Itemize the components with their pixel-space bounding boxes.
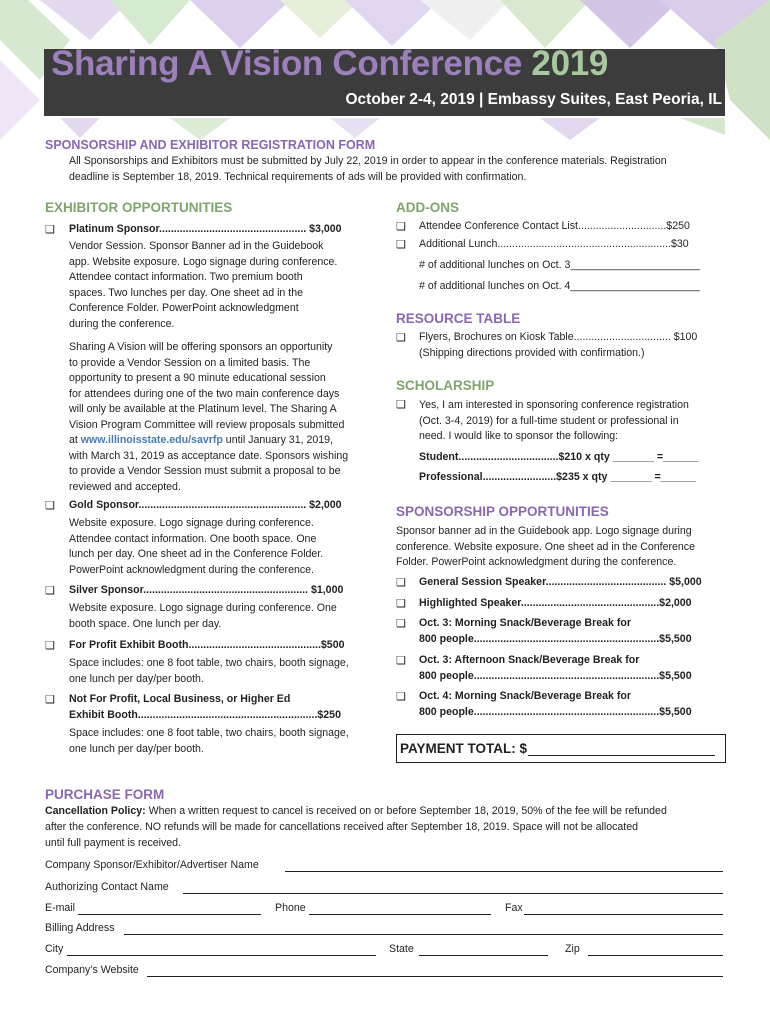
- highlighted-speaker-checkbox[interactable]: ❑: [396, 598, 406, 610]
- silver-checkbox[interactable]: ❑: [45, 585, 55, 597]
- contact-list-checkbox[interactable]: ❑: [396, 221, 406, 233]
- oct3-morning-checkbox[interactable]: ❑: [396, 618, 406, 630]
- city-label: City: [45, 943, 64, 955]
- zip-field[interactable]: [588, 955, 723, 956]
- billing-address-label: Billing Address: [45, 922, 115, 934]
- student-qty-field[interactable]: Student..................................$210 x qty _______ =______: [419, 451, 699, 463]
- resource-table-heading: RESOURCE TABLE: [396, 311, 521, 326]
- city-field[interactable]: [67, 955, 376, 956]
- contact-list-label: Attendee Conference Contact List..............................$250: [419, 220, 690, 232]
- sponsorship-description: Sponsor banner ad in the Guidebook app. Logo signage during conference. Website exposure. One sheet ad in the Conference Folder. PowerPoint acknowledgment during the conference.: [396, 525, 695, 568]
- website-label: Company’s Website: [45, 964, 139, 976]
- scholarship-description: Yes, I am interested in sponsoring conference registration (Oct. 3-4, 2019) for a full-time student or professional in need. I would like to sponsor the following:: [419, 399, 689, 442]
- lunches-oct3-field[interactable]: # of additional lunches on Oct. 3______________________: [419, 259, 700, 271]
- payment-total-field[interactable]: [528, 755, 715, 756]
- email-field[interactable]: [78, 914, 261, 915]
- resource-table-label: Flyers, Brochures on Kiosk Table................................. $100: [419, 331, 698, 343]
- for-profit-description: Space includes: one 8 foot table, two chairs, booth signage, one lunch per day/per booth.: [69, 657, 349, 685]
- platinum-description: Vendor Session. Sponsor Banner ad in the Guidebook app. Website exposure. Logo signage during conference. Attendee contact information. Two premium booth spaces. Two lunches per day. One sheet ad in the Conference Folder. PowerPoint acknowledgment during the conference.: [69, 240, 338, 330]
- oct3-afternoon-checkbox[interactable]: ❑: [396, 655, 406, 667]
- conference-year: 2019: [531, 44, 609, 83]
- oct4-morning-label-line1: Oct. 4: Morning Snack/Beverage Break for: [419, 690, 631, 702]
- platinum-sponsor-label: Platinum Sponsor.................................................. $3,000: [69, 223, 342, 235]
- purchase-form-heading: PURCHASE FORM: [45, 787, 165, 802]
- fax-field[interactable]: [524, 914, 723, 915]
- gold-description: Website exposure. Logo signage during conference. Attendee contact information. One booth space. One lunch per day. One sheet ad in the Conference Folder. PowerPoint acknowledgment during the conference.: [69, 517, 324, 576]
- oct3-afternoon-label-line2: 800 people...............................................................$5,500: [419, 670, 692, 682]
- payment-total-label: PAYMENT TOTAL: $: [400, 741, 528, 756]
- exhibitor-heading: EXHIBITOR OPPORTUNITIES: [45, 200, 233, 215]
- scholarship-checkbox[interactable]: ❑: [396, 399, 406, 411]
- cancellation-policy-line2: after the conference. NO refunds will be made for cancellations received after September 18, 2019. Space will not be allocated: [45, 821, 638, 833]
- oct4-morning-checkbox[interactable]: ❑: [396, 691, 406, 703]
- phone-field[interactable]: [309, 914, 491, 915]
- oct3-morning-label-line1: Oct. 3: Morning Snack/Beverage Break for: [419, 617, 631, 629]
- vendor-session-description: Sharing A Vision will be offering sponsors an opportunity to provide a Vendor Session on a limited basis. The opportunity to present a 90 minute educational session for attendees during one of the two main conference days will only be available at the Platinum level. The Sharing A Vision Program Committee will review proposals submitted at www.illinoisstate.edu/savrfp until January 31, 2019, with March 31, 2019 as acceptance date. Sponsors wishing to provide a Vendor Session must submit a proposal to be reviewed and accepted.: [69, 341, 349, 493]
- sponsorship-heading: SPONSORSHIP OPPORTUNITIES: [396, 504, 609, 519]
- not-for-profit-label-line2: Exhibit Booth.............................................................$250: [69, 709, 341, 721]
- website-field[interactable]: [147, 976, 723, 977]
- resource-table-checkbox[interactable]: ❑: [396, 332, 406, 344]
- professional-qty-field[interactable]: Professional.........................$235 x qty _______ =______: [419, 471, 697, 483]
- resource-table-note: (Shipping directions provided with confirmation.): [419, 347, 645, 359]
- platinum-checkbox[interactable]: ❑: [45, 224, 55, 236]
- silver-sponsor-label: Silver Sponsor........................................................ $1,000: [69, 584, 344, 596]
- general-session-label: General Session Speaker......................................... $5,000: [419, 576, 702, 588]
- phone-label: Phone: [275, 902, 306, 914]
- silver-description: Website exposure. Logo signage during conference. One booth space. One lunch per day.: [69, 602, 337, 630]
- billing-address-field[interactable]: [124, 934, 723, 935]
- not-for-profit-description: Space includes: one 8 foot table, two chairs, booth signage, one lunch per day/per booth.: [69, 727, 349, 755]
- highlighted-speaker-label: Highlighted Speaker...............................................$2,000: [419, 597, 692, 609]
- not-for-profit-label-line1: Not For Profit, Local Business, or Higher Ed: [69, 693, 291, 705]
- oct4-morning-label-line2: 800 people...............................................................$5,500: [419, 706, 692, 718]
- for-profit-booth-label: For Profit Exhibit Booth.............................................$500: [69, 639, 345, 651]
- zip-label: Zip: [565, 943, 580, 955]
- oct3-morning-label-line2: 800 people...............................................................$5,500: [419, 633, 692, 645]
- company-name-field[interactable]: [285, 871, 723, 872]
- cancellation-policy-line3: until full payment is received.: [45, 837, 182, 849]
- fax-label: Fax: [505, 902, 523, 914]
- rfp-link[interactable]: www.illinoisstate.edu/savrfp: [80, 434, 223, 446]
- state-field[interactable]: [419, 955, 548, 956]
- oct3-afternoon-label-line1: Oct. 3: Afternoon Snack/Beverage Break for: [419, 654, 640, 666]
- cancellation-policy-line1: Cancellation Policy: When a written request to cancel is received on or before September 18, 2019, 50% of the fee will be refunded: [45, 805, 667, 817]
- additional-lunch-label: Additional Lunch...........................................................$30: [419, 238, 689, 250]
- conference-dates-location: October 2-4, 2019 | Embassy Suites, East Peoria, IL: [345, 91, 722, 108]
- contact-name-field[interactable]: [183, 893, 723, 894]
- intro-text-line1: All Sponsorships and Exhibitors must be submitted by July 22, 2019 in order to appear in the conference materials. Registration: [69, 155, 667, 167]
- gold-sponsor-label: Gold Sponsor......................................................... $2,000: [69, 499, 342, 511]
- not-for-profit-checkbox[interactable]: ❑: [45, 694, 55, 706]
- for-profit-checkbox[interactable]: ❑: [45, 640, 55, 652]
- intro-text-line2: deadline is September 18, 2019. Technical requirements of ads will be provided with confirmation.: [69, 171, 527, 183]
- state-label: State: [389, 943, 414, 955]
- form-heading: SPONSORSHIP AND EXHIBITOR REGISTRATION FORM: [45, 138, 376, 152]
- contact-name-label: Authorizing Contact Name: [45, 881, 169, 893]
- email-label: E-mail: [45, 902, 76, 914]
- lunches-oct4-field[interactable]: # of additional lunches on Oct. 4______________________: [419, 280, 700, 292]
- general-session-checkbox[interactable]: ❑: [396, 577, 406, 589]
- gold-checkbox[interactable]: ❑: [45, 500, 55, 512]
- scholarship-heading: SCHOLARSHIP: [396, 378, 495, 393]
- addons-heading: ADD-ONS: [396, 200, 459, 215]
- conference-title: Sharing A Vision Conference 2019: [51, 44, 609, 83]
- additional-lunch-checkbox[interactable]: ❑: [396, 239, 406, 251]
- company-name-label: Company Sponsor/Exhibitor/Advertiser Name: [45, 859, 259, 871]
